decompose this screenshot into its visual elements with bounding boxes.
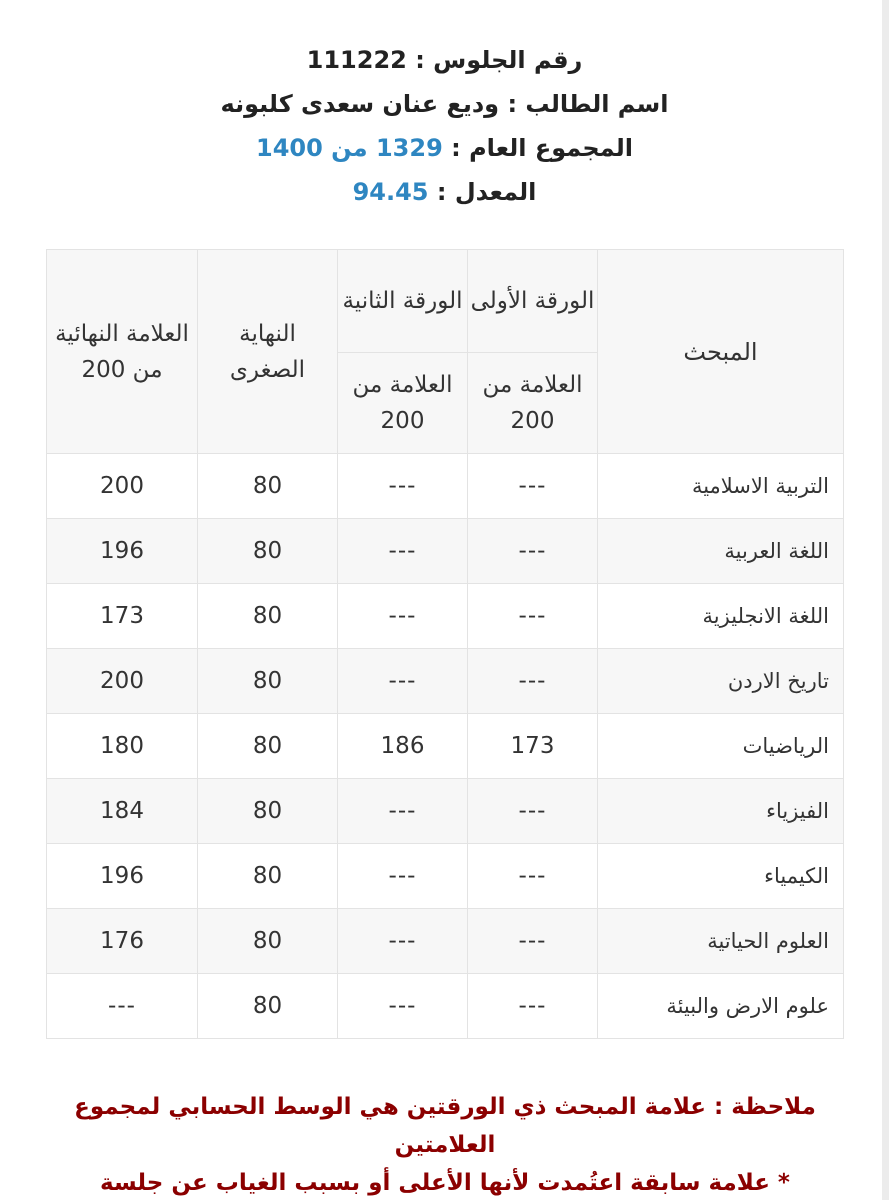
subject-cell: علوم الارض والبيئة xyxy=(598,974,844,1039)
subject-cell: الرياضيات xyxy=(598,714,844,779)
table-row xyxy=(47,454,844,519)
min-mark-cell: 80 xyxy=(198,714,338,779)
paper1-mark-cell: --- xyxy=(468,844,598,909)
header-paper2: الورقة الثانية xyxy=(338,250,468,353)
seat-number-line xyxy=(0,38,889,82)
table-row xyxy=(47,779,844,844)
paper2-mark-cell: --- xyxy=(338,844,468,909)
final-mark-cell: 196 xyxy=(47,844,198,909)
paper1-mark-cell: --- xyxy=(468,974,598,1039)
grades-body xyxy=(47,454,844,1039)
final-mark-cell: 200 xyxy=(47,649,198,714)
final-mark-cell: --- xyxy=(47,974,198,1039)
final-mark-cell: 173 xyxy=(47,584,198,649)
paper2-mark-cell: --- xyxy=(338,649,468,714)
final-mark-cell: 196 xyxy=(47,519,198,584)
paper1-mark-cell: --- xyxy=(468,584,598,649)
header-min-mark: النهاية الصغرى xyxy=(198,250,338,454)
note-previous-mark: * علامة سابقة اعتُمدت لأنها الأعلى أو بسبب الغياب عن جلسة xyxy=(100,1170,790,1196)
header-paper1-max: العلامة من 200 xyxy=(468,353,598,454)
min-mark-cell: 80 xyxy=(198,844,338,909)
grades-table xyxy=(46,249,844,1039)
header-paper2-max: العلامة من 200 xyxy=(338,353,468,454)
total-label: المجموع العام : xyxy=(451,134,633,162)
paper2-mark-cell: --- xyxy=(338,909,468,974)
paper1-mark-cell: --- xyxy=(468,649,598,714)
paper1-mark-cell: --- xyxy=(468,519,598,584)
seat-number-label: رقم الجلوس : xyxy=(415,46,583,74)
table-row xyxy=(47,909,844,974)
average-value: 94.45 xyxy=(352,178,429,206)
paper2-mark-cell: --- xyxy=(338,454,468,519)
table-row xyxy=(47,519,844,584)
subject-cell: اللغة الانجليزية xyxy=(598,584,844,649)
paper2-mark-cell: 186 xyxy=(338,714,468,779)
table-row xyxy=(47,844,844,909)
table-row xyxy=(47,714,844,779)
subject-cell: اللغة العربية xyxy=(598,519,844,584)
average-label: المعدل : xyxy=(436,178,537,206)
paper2-mark-cell: --- xyxy=(338,779,468,844)
subject-cell: العلوم الحياتية xyxy=(598,909,844,974)
average-line xyxy=(0,170,889,214)
final-mark-cell: 184 xyxy=(47,779,198,844)
student-info xyxy=(0,38,889,214)
table-row xyxy=(47,974,844,1039)
paper1-mark-cell: --- xyxy=(468,779,598,844)
final-mark-cell: 200 xyxy=(47,454,198,519)
total-value: 1329 من 1400 xyxy=(256,134,443,162)
seat-number-value: 111222 xyxy=(306,46,407,74)
subject-cell: الكيمياء xyxy=(598,844,844,909)
paper2-mark-cell: --- xyxy=(338,584,468,649)
student-name-label: اسم الطالب : xyxy=(507,90,669,118)
paper1-mark-cell: --- xyxy=(468,909,598,974)
note-average: ملاحظة : علامة المبحث ذي الورقتين هي الوسط الحسابي لمجموع العلامتين xyxy=(74,1094,816,1158)
notes xyxy=(60,1088,830,1202)
min-mark-cell: 80 xyxy=(198,974,338,1039)
subject-cell: التربية الاسلامية xyxy=(598,454,844,519)
min-mark-cell: 80 xyxy=(198,779,338,844)
final-mark-cell: 180 xyxy=(47,714,198,779)
paper2-mark-cell: --- xyxy=(338,974,468,1039)
min-mark-cell: 80 xyxy=(198,454,338,519)
paper2-mark-cell: --- xyxy=(338,519,468,584)
min-mark-cell: 80 xyxy=(198,584,338,649)
paper1-mark-cell: --- xyxy=(468,454,598,519)
header-final-mark: العلامة النهائية من 200 xyxy=(47,250,198,454)
table-row xyxy=(47,584,844,649)
table-row xyxy=(47,649,844,714)
min-mark-cell: 80 xyxy=(198,649,338,714)
min-mark-cell: 80 xyxy=(198,519,338,584)
subject-cell: الفيزياء xyxy=(598,779,844,844)
subject-cell: تاريخ الاردن xyxy=(598,649,844,714)
header-paper1: الورقة الأولى xyxy=(468,250,598,353)
student-name-line xyxy=(0,82,889,126)
final-mark-cell: 176 xyxy=(47,909,198,974)
total-line xyxy=(0,126,889,170)
min-mark-cell: 80 xyxy=(198,909,338,974)
paper1-mark-cell: 173 xyxy=(468,714,598,779)
header-subject: المبحث xyxy=(598,250,844,454)
student-name-value: وديع عنان سعدى كلبونه xyxy=(220,90,500,118)
